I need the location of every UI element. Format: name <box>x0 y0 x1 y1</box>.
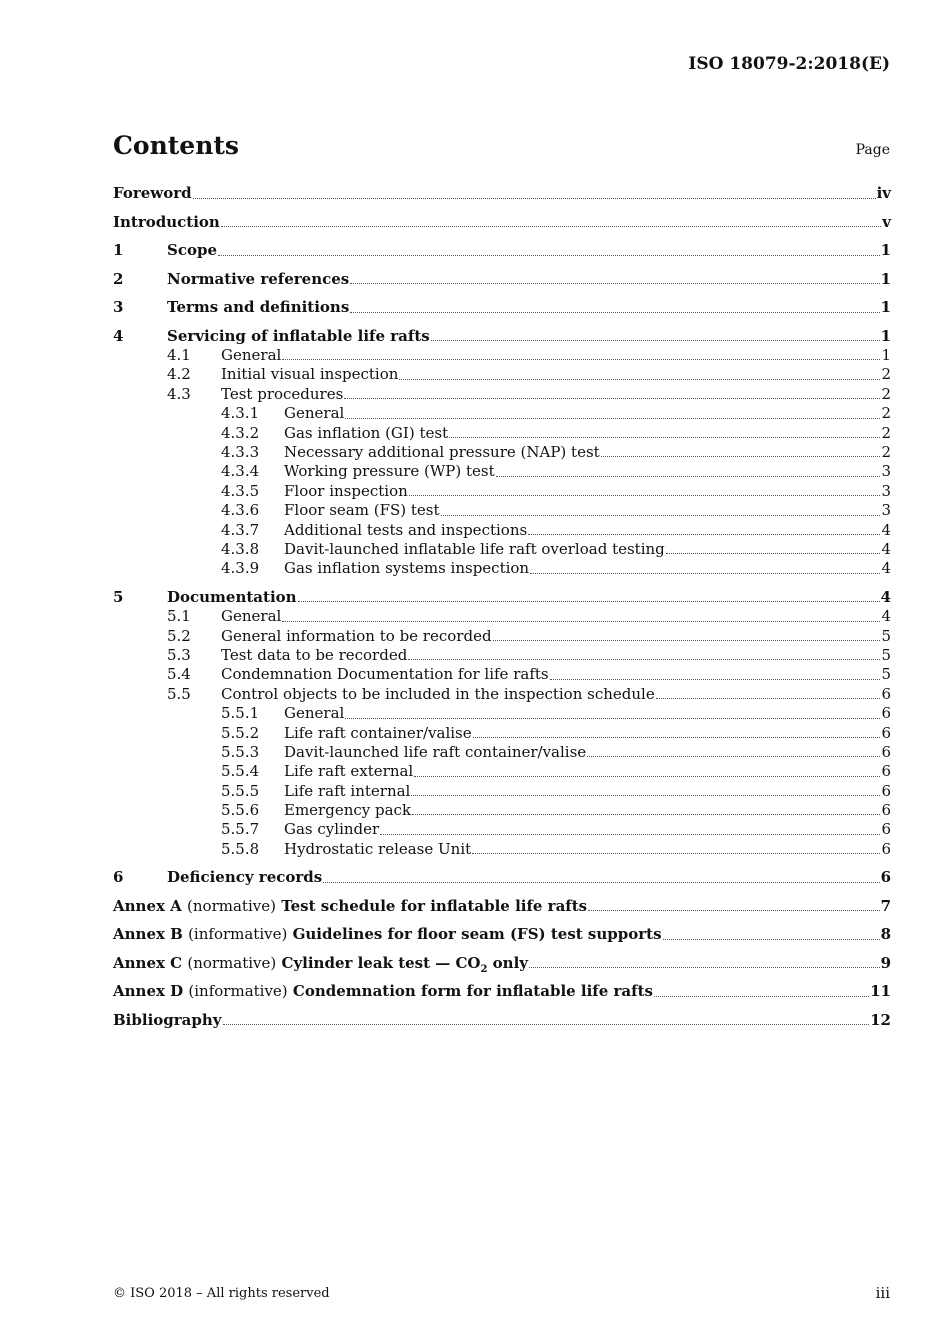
toc-entry-title: Davit-launched life raft container/valise <box>284 742 587 761</box>
toc-annex-entry[interactable] <box>113 954 891 974</box>
toc-entry-title: General <box>284 704 345 723</box>
toc-entry-number: 5.5.7 <box>221 820 260 839</box>
toc-entry-page: 8 <box>880 925 891 944</box>
toc-entry-title: Life raft internal <box>284 781 411 800</box>
toc-entry-title: Introduction <box>113 212 220 231</box>
toc-entry[interactable] <box>113 327 891 347</box>
toc-entry[interactable] <box>113 482 891 501</box>
page-column-label: Page <box>855 142 890 158</box>
toc-entry-number: 5.5.1 <box>221 704 260 723</box>
toc-entry-title: Floor seam (FS) test <box>284 501 440 520</box>
dot-leader <box>528 533 880 535</box>
document-id: ISO 18079-2:2018(E) <box>688 54 890 74</box>
toc-entry[interactable] <box>113 704 891 723</box>
toc-entry[interactable] <box>113 782 891 801</box>
dot-leader <box>587 755 880 757</box>
dot-leader <box>350 311 879 313</box>
dot-leader <box>409 494 881 496</box>
annex-label: Annex A <box>113 896 182 915</box>
toc-entry-page: 6 <box>881 839 891 858</box>
toc-annex-title <box>113 925 662 943</box>
dot-leader <box>399 378 880 380</box>
annex-title: Cylinder leak test — CO <box>281 953 481 972</box>
toc-entry-title: Emergency pack <box>284 801 412 820</box>
toc-entry-page: 6 <box>881 762 891 781</box>
toc-entry-title: Life raft external <box>284 762 414 781</box>
dot-leader <box>473 736 881 738</box>
toc-entry[interactable] <box>113 1011 891 1031</box>
annex-label: Annex D <box>113 982 184 1001</box>
dot-leader <box>663 938 880 940</box>
toc-entry[interactable] <box>113 627 891 646</box>
dot-leader <box>218 254 880 256</box>
toc-entry[interactable] <box>113 559 891 578</box>
toc-entry[interactable] <box>113 646 891 665</box>
toc-entry[interactable] <box>113 462 891 481</box>
toc-entry-title: Scope <box>167 241 218 259</box>
toc-entry-page: 6 <box>881 781 891 800</box>
toc-entry-number: 5.5 <box>167 684 191 703</box>
toc-entry-number: 4.2 <box>167 365 191 384</box>
annex-title: Guidelines for floor seam (FS) test supports <box>292 925 662 944</box>
toc-entry[interactable] <box>113 298 891 318</box>
annex-label: Annex B <box>113 925 183 944</box>
dot-leader <box>588 909 879 911</box>
toc-entry-title: Terms and definitions <box>167 298 350 316</box>
toc-entry[interactable] <box>113 762 891 781</box>
toc-entry-page: 5 <box>881 665 891 684</box>
toc-entry-number: 5.5.6 <box>221 801 260 820</box>
dot-leader <box>193 197 876 199</box>
toc-entry[interactable] <box>113 540 891 559</box>
dot-leader <box>345 417 880 419</box>
toc-entry-title: General <box>284 404 345 423</box>
toc-entry[interactable] <box>113 521 891 540</box>
dot-leader <box>656 697 881 699</box>
dot-leader <box>441 514 881 516</box>
toc-entry-number: 5.5.3 <box>221 742 260 761</box>
dot-leader <box>550 678 881 680</box>
toc-entry[interactable] <box>113 801 891 820</box>
toc-entry-number: 5 <box>113 587 124 606</box>
toc-entry-number: 4.3.3 <box>221 442 260 461</box>
toc-entry-number: 4.1 <box>167 346 191 364</box>
toc-entry-title: Foreword <box>113 184 192 202</box>
dot-leader <box>654 995 869 997</box>
dot-leader <box>411 794 880 796</box>
toc-entry[interactable] <box>113 588 891 608</box>
toc-entry-number: 4.3 <box>167 384 191 403</box>
page-title: Contents <box>113 131 240 160</box>
toc-entry-page: 6 <box>881 742 891 761</box>
dot-leader <box>529 966 880 968</box>
annex-type: (normative) <box>187 896 276 915</box>
dot-leader <box>298 600 880 602</box>
toc-entry-page: 3 <box>881 481 891 500</box>
annex-type: (normative) <box>187 953 277 972</box>
toc-entry-title: Davit-launched inflatable life raft overload testing <box>284 539 665 558</box>
annex-title: Condemnation form for inflatable life rafts <box>292 982 653 1001</box>
dot-leader <box>380 833 880 835</box>
toc-entry-page: 4 <box>881 607 891 626</box>
dot-leader <box>350 282 879 284</box>
toc-entry[interactable] <box>113 404 891 423</box>
toc-entry-page: 5 <box>881 626 891 645</box>
toc-entry-number: 5.2 <box>167 626 191 645</box>
toc-entry-title: Control objects to be included in the inspection schedule <box>221 684 655 703</box>
toc-entry-page: 1 <box>880 241 891 259</box>
toc-entry-title: Deficiency records <box>167 868 323 887</box>
dot-leader <box>412 813 880 815</box>
dot-leader <box>345 717 880 719</box>
dot-leader <box>223 1023 870 1025</box>
toc-entry-title: Working pressure (WP) test <box>284 462 495 481</box>
toc-entry-page: 1 <box>881 346 891 364</box>
toc-entry[interactable] <box>113 685 891 704</box>
toc-annex-entry[interactable] <box>113 925 891 945</box>
toc-entry-page: 4 <box>881 520 891 539</box>
toc-entry-page: 2 <box>881 404 891 423</box>
toc-entry-page: 4 <box>880 587 891 606</box>
toc-entry-number: 5.4 <box>167 665 191 684</box>
dot-leader <box>323 881 879 883</box>
dot-leader <box>472 852 880 854</box>
toc-entry-page: 4 <box>881 539 891 558</box>
toc-entry-page: 2 <box>881 384 891 403</box>
toc-entry-page: 6 <box>881 723 891 742</box>
toc-entry-number: 5.3 <box>167 645 191 664</box>
dot-leader <box>449 436 880 438</box>
toc-annex-title <box>113 982 653 1000</box>
toc-entry-page: 11 <box>870 982 891 1001</box>
toc-entry-title: Documentation <box>167 587 297 606</box>
toc-entry-page: 1 <box>880 298 891 316</box>
page-number: iii <box>875 1284 890 1302</box>
toc-entry-number: 4.3.4 <box>221 462 260 481</box>
toc-entry-page: 3 <box>881 501 891 520</box>
toc-entry-title: Normative references <box>167 269 350 288</box>
toc-entry-page: iv <box>876 184 891 202</box>
toc-entry-page: 1 <box>880 326 891 345</box>
toc-entry-number: 5.1 <box>167 607 191 626</box>
dot-leader <box>493 639 881 641</box>
toc-entry-number: 4.3.1 <box>221 404 260 423</box>
toc-entry-title: Servicing of inflatable life rafts <box>167 326 430 345</box>
toc-entry-page: 1 <box>880 269 891 288</box>
toc-entry-title: Gas inflation systems inspection <box>284 559 530 578</box>
toc-entry-page: 2 <box>881 365 891 384</box>
toc-entry-number: 4.3.7 <box>221 520 260 539</box>
copyright-notice: © ISO 2018 – All rights reserved <box>113 1286 330 1301</box>
toc-entry-title: General information to be recorded <box>221 626 492 645</box>
toc-entry-title: Bibliography <box>113 1010 222 1029</box>
dot-leader <box>496 475 881 477</box>
toc-entry-title: Additional tests and inspections <box>284 520 528 539</box>
toc-entry[interactable] <box>113 365 891 384</box>
toc-entry[interactable] <box>113 868 891 888</box>
toc-entry-page: 3 <box>881 462 891 481</box>
toc-entry-title: General <box>221 607 282 626</box>
dot-leader <box>530 572 880 574</box>
toc-entry-number: 4.3.5 <box>221 481 260 500</box>
annex-title-subscript: 2 <box>480 963 488 975</box>
dot-leader <box>431 339 880 341</box>
annex-type: (informative) <box>188 925 288 944</box>
toc-entry[interactable] <box>113 213 891 233</box>
dot-leader <box>282 620 880 622</box>
toc-entry-title: Gas inflation (GI) test <box>284 423 449 442</box>
dot-leader <box>282 358 880 360</box>
dot-leader <box>666 552 881 554</box>
toc-entry[interactable] <box>113 743 891 762</box>
toc-entry[interactable] <box>113 270 891 290</box>
dot-leader <box>221 225 881 227</box>
toc-entry-number: 5.5.5 <box>221 781 260 800</box>
toc-entry-title: Floor inspection <box>284 481 408 500</box>
toc-entry-page: 2 <box>881 423 891 442</box>
toc-entry-page: 6 <box>881 801 891 820</box>
toc-entry-number: 5.5.4 <box>221 762 260 781</box>
toc-entry[interactable] <box>113 184 891 204</box>
toc-entry[interactable] <box>113 241 891 261</box>
toc-entry-title: Condemnation Documentation for life rafts <box>221 665 549 684</box>
toc-entry-page: 7 <box>880 896 891 915</box>
toc-entry[interactable] <box>113 607 891 626</box>
toc-entry-title: Necessary additional pressure (NAP) test <box>284 442 600 461</box>
toc-entry-number: 4.3.6 <box>221 501 260 520</box>
toc-entry-page: 6 <box>881 684 891 703</box>
dot-leader <box>601 455 881 457</box>
toc-entry-number: 2 <box>113 269 124 288</box>
table-of-contents <box>113 184 891 1030</box>
dot-leader <box>408 658 880 660</box>
toc-entry[interactable] <box>113 443 891 462</box>
toc-entry-page: 6 <box>880 868 891 887</box>
toc-entry-page: 6 <box>881 704 891 723</box>
toc-entry-page: 6 <box>881 820 891 839</box>
toc-entry-number: 4 <box>113 326 124 345</box>
annex-title-suffix: only <box>487 953 528 972</box>
toc-entry-number: 4.3.2 <box>221 423 260 442</box>
toc-entry[interactable] <box>113 501 891 520</box>
toc-entry-number: 6 <box>113 868 124 887</box>
toc-entry-number: 4.3.9 <box>221 559 260 578</box>
annex-title: Test schedule for inflatable life rafts <box>281 896 588 915</box>
annex-type: (informative) <box>188 982 288 1001</box>
toc-entry[interactable] <box>113 346 891 365</box>
toc-entry-number: 5.5.2 <box>221 723 260 742</box>
toc-entry-title: Test procedures <box>221 384 344 403</box>
toc-entry-title: Gas cylinder <box>284 820 380 839</box>
toc-entry[interactable] <box>113 820 891 839</box>
toc-entry-title: Life raft container/valise <box>284 723 472 742</box>
toc-annex-entry[interactable] <box>113 897 891 917</box>
toc-entry-page: v <box>882 212 891 231</box>
toc-entry[interactable] <box>113 424 891 443</box>
toc-entry-title: Test data to be recorded <box>221 645 408 664</box>
toc-entry-title: General <box>221 346 282 364</box>
toc-annex-entry[interactable] <box>113 982 891 1002</box>
toc-entry-page: 4 <box>881 559 891 578</box>
toc-entry-title: Initial visual inspection <box>221 365 399 384</box>
toc-entry-title: Hydrostatic release Unit <box>284 839 472 858</box>
toc-entry-page: 12 <box>870 1010 891 1029</box>
toc-entry-number: 3 <box>113 298 124 316</box>
toc-entry[interactable] <box>113 385 891 404</box>
toc-entry-number: 5.5.8 <box>221 839 260 858</box>
toc-annex-title <box>113 954 528 975</box>
toc-entry-number: 4.3.8 <box>221 539 260 558</box>
toc-annex-title <box>113 897 587 915</box>
dot-leader <box>344 397 880 399</box>
toc-entry-number: 1 <box>113 241 124 259</box>
toc-entry-page: 9 <box>880 953 891 972</box>
toc-entry-page: 2 <box>881 442 891 461</box>
toc-entry-page: 5 <box>881 645 891 664</box>
annex-label: Annex C <box>113 953 183 972</box>
toc-entry[interactable] <box>113 724 891 743</box>
dot-leader <box>414 775 880 777</box>
toc-entry[interactable] <box>113 840 891 859</box>
toc-entry[interactable] <box>113 665 891 684</box>
